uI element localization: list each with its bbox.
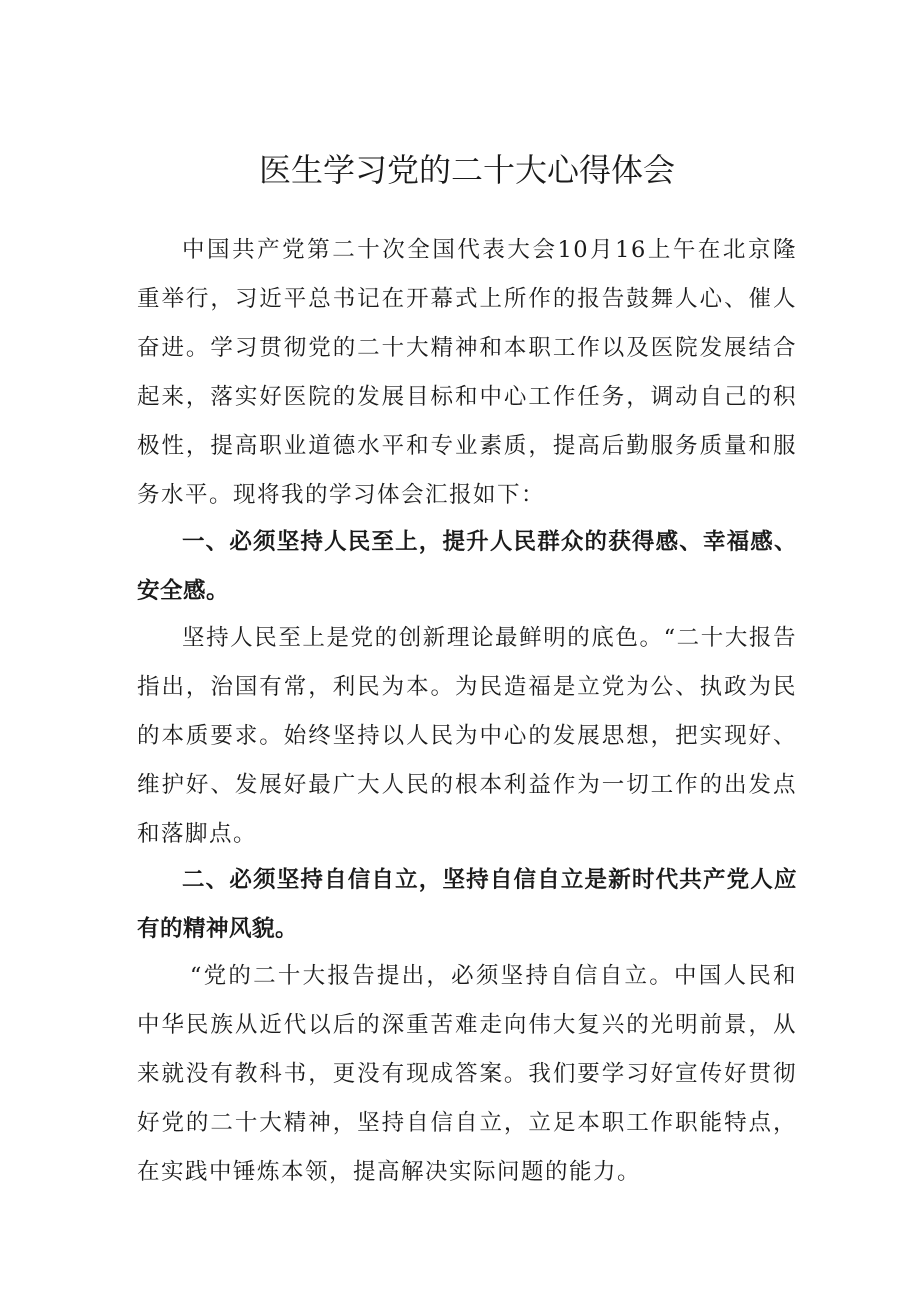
section-2-paragraph: “党的二十大报告提出，必须坚持自信自立。中国人民和中华民族从近代以后的深重苦难走向伟大复兴的光明前景，从来就没有教科书，更没有现成答案。我们要学习好宣传好贯彻好党的二十大精神，坚持自信自立，立足本职工作职能特点，在实践中锤炼本领，提高解决实际问题的能力。 [137,963,797,1185]
intro-paragraph: 中国共产党第二十次全国代表大会10月16上午在北京隆重举行，习近平总书记在开幕式上所作的报告鼓舞人心、催人奋进。学习贯彻党的二十大精神和本职工作以及医院发展结合起来，落实好医院的发展目标和中心工作任务，调动自己的积极性，提高职业道德水平和专业素质，提高后勤服务质量和服务水平。现将我的学习体会汇报如下： [137,237,797,508]
section-heading-2: 二、必须坚持自信自立，坚持自信自立是新时代共产党人应有的精神风貌。 [137,867,797,942]
section-1-paragraph: 坚持人民至上是党的创新理论最鲜明的底色。“二十大报告指出，治国有常，利民为本。为民造福是立党为公、执政为民的本质要求。始终坚持以人民为中心的发展思想，把实现好、维护好、发展好最广大人民的根本利益作为一切工作的出发点和落脚点。 [137,625,797,847]
section-heading-1: 一、必须坚持人民至上，提升人民群众的获得感、幸福感、安全感。 [137,529,797,604]
document-title: 医生学习党的二十大心得体会 [258,151,675,189]
